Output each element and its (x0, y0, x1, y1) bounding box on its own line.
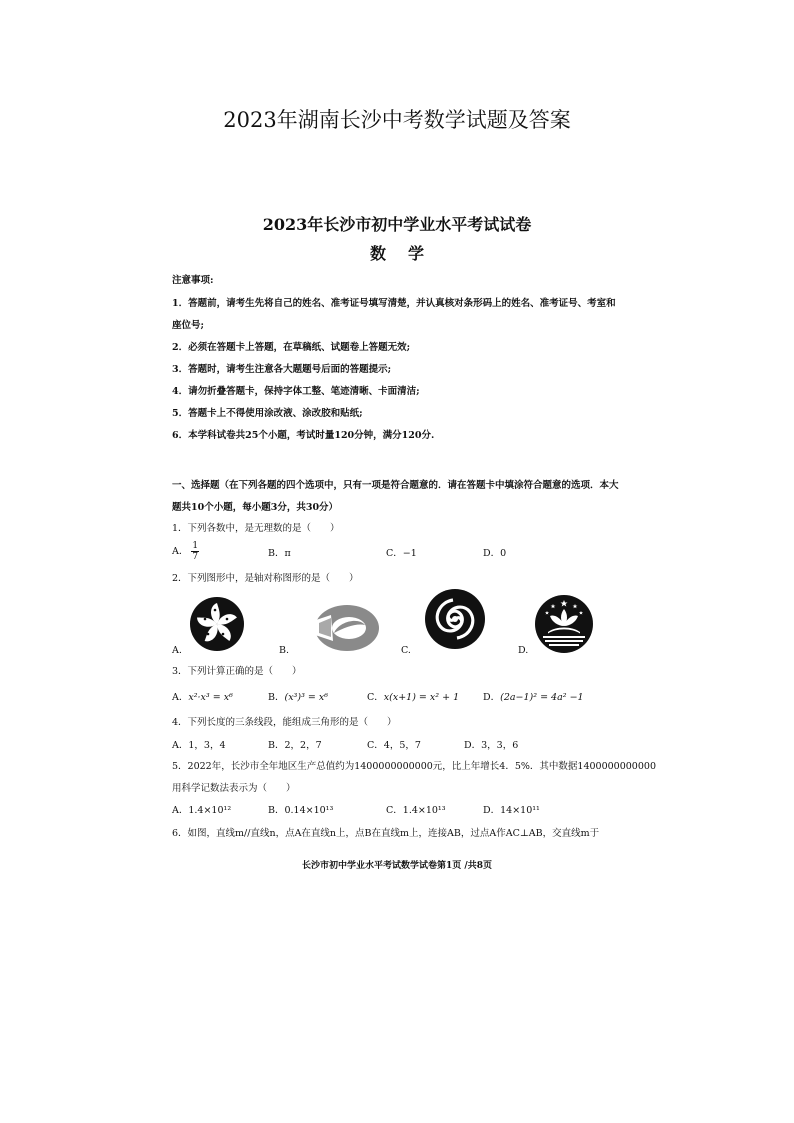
question-4-stem: 4．下列长度的三条线段，能组成三角形的是（ ） (172, 717, 397, 728)
question-6-stem: 6．如图，直线m//直线n，点A在直线n上，点B在直线m上，连接AB，过点A作AC⊥AB，交直线m于 (172, 828, 600, 839)
question-4-option-b: B．2，2，7 (268, 740, 322, 751)
option-label: A． (172, 546, 189, 557)
math-expression: x(x+1) = x² + 1 (383, 692, 460, 703)
option-label: D． (483, 692, 501, 703)
question-5-option-c: C．1.4×10¹³ (386, 805, 446, 816)
option-label: C． (367, 692, 384, 703)
notice-item-3: 3．答题时，请考生注意各大题题号后面的答题提示; (172, 364, 392, 375)
question-3-option-d (483, 689, 584, 703)
exam-title: 2023年长沙市初中学业水平考试试卷 (262, 215, 532, 234)
document-main-title: 2023年湖南长沙中考数学试题及答案 (223, 108, 571, 132)
fraction-numerator: 1 (192, 541, 199, 551)
math-expression: (x³)³ = x⁶ (284, 692, 329, 703)
bauhinia-flower-emblem (189, 596, 245, 652)
question-4-option-c: C．4，5，7 (367, 740, 421, 751)
question-5-stem: 5．2022年，长沙市全年地区生产总值约为1400000000000元，比上年增长4．5%．其中数据1400000000000 (172, 761, 656, 772)
question-5-option-d: D．14×10¹¹ (483, 805, 540, 816)
question-1-option-a (172, 541, 199, 562)
spiral-swirl-emblem (424, 588, 486, 650)
question-3-stem: 3．下列计算正确的是（ ） (172, 666, 302, 677)
lotus-emblem (534, 594, 594, 654)
option-label: B． (268, 692, 285, 703)
question-4-option-d: D．3，3，6 (464, 740, 519, 751)
question-3-option-a (172, 689, 233, 703)
question-2-option-a: A. (172, 645, 182, 656)
notice-item-6: 6．本学科试卷共25个小题，考试时量120分钟，满分120分. (172, 430, 435, 441)
notice-heading: 注意事项: (172, 275, 214, 286)
notice-item-5: 5．答题卡上不得使用涂改液、涂改胶和贴纸; (172, 408, 363, 419)
section-1-heading: 一、选择题（在下列各题的四个选项中，只有一项是符合题意的．请在答题卡中填涂符合题意的选项．本大 (172, 480, 619, 491)
notice-item-1: 1．答题前，请考生先将自己的姓名、准考证号填写清楚，并认真核对条形码上的姓名、准考证号、考室和 (172, 298, 616, 309)
question-1-option-c: C．−1 (386, 548, 417, 559)
question-2-option-c: C. (401, 645, 411, 656)
question-3-option-c (367, 689, 459, 703)
notice-item-4: 4．请勿折叠答题卡，保持字体工整、笔迹清晰、卡面清洁; (172, 386, 420, 397)
question-1-option-d: D．0 (483, 548, 507, 559)
fraction-one-seventh (191, 541, 199, 562)
page-footer: 长沙市初中学业水平考试数学试卷第1页 /共8页 (302, 861, 492, 871)
question-5-option-b: B．0.14×10¹³ (268, 805, 334, 816)
question-3-option-b (268, 689, 328, 703)
math-expression: x²·x³ = x⁶ (188, 692, 233, 703)
section-1-heading-cont: 题共10个小题，每小题3分，共30分） (172, 502, 339, 513)
question-2-option-d: D. (518, 645, 529, 656)
question-5-option-a: A．1.4×10¹² (172, 805, 232, 816)
exam-subject: 数学 (369, 244, 446, 263)
notice-item-2: 2．必须在答题卡上答题，在草稿纸、试题卷上答题无效; (172, 342, 411, 353)
question-1-option-b: B．π (268, 548, 291, 559)
option-label: A． (172, 692, 189, 703)
question-1-stem: 1．下列各数中，是无理数的是（ ） (172, 523, 340, 534)
fraction-denominator: 7 (192, 552, 199, 562)
curved-band-shape (309, 601, 381, 653)
notice-item-1-cont: 座位号; (172, 320, 205, 331)
question-5-stem-cont: 用科学记数法表示为（ ） (172, 783, 296, 794)
question-4-option-a: A．1，3，4 (172, 740, 226, 751)
question-2-option-b: B. (279, 645, 290, 656)
math-expression: (2a−1)² = 4a² −1 (500, 692, 584, 703)
question-2-stem: 2．下列图形中，是轴对称图形的是（ ） (172, 573, 359, 584)
